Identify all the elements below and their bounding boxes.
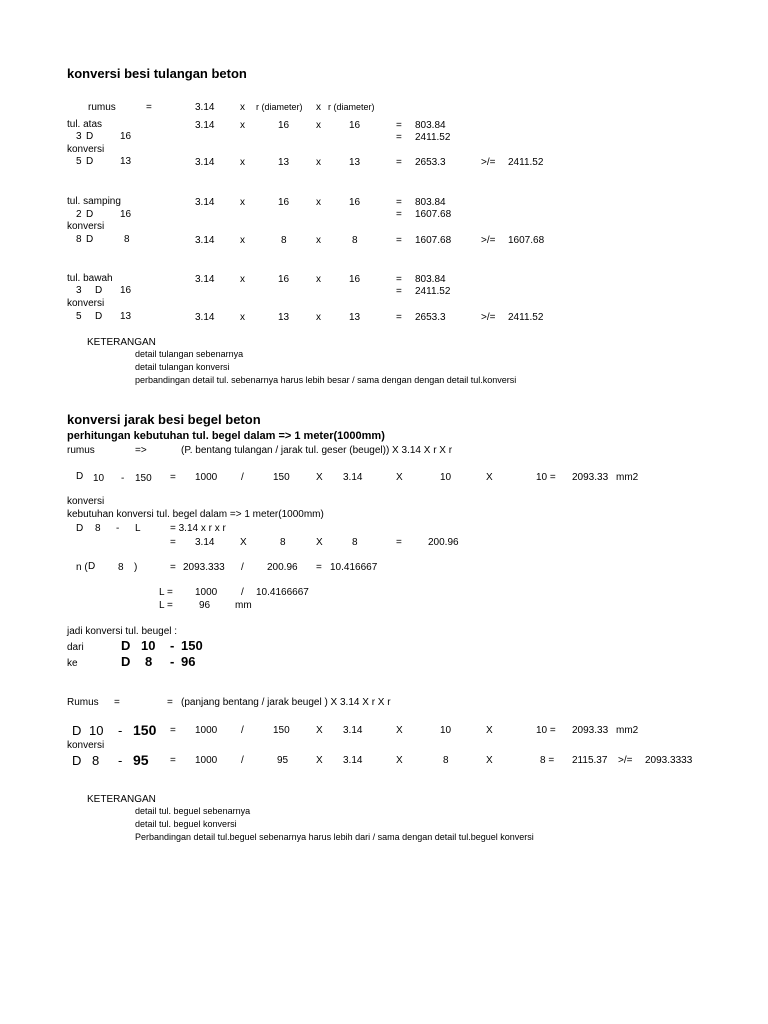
final-d10-x3: X bbox=[486, 725, 493, 736]
group2-total: 1607.68 bbox=[415, 209, 452, 220]
d8l-dia: 8 bbox=[95, 523, 101, 534]
keterangan2-line3: Perbandingan detail tul.beguel sebenarnya harus lebih dari / sama dengan detail tul.beguel konversi bbox=[135, 832, 534, 842]
group2-c-x2: x bbox=[316, 235, 321, 246]
group2-c-eq: = bbox=[396, 235, 402, 246]
d10-row-d: D bbox=[76, 471, 84, 482]
rumus-x2: x bbox=[316, 102, 321, 113]
final-d10-x2: X bbox=[396, 725, 403, 736]
keterangan1-heading: KETERANGAN bbox=[87, 337, 156, 348]
group1-orig-dia: 16 bbox=[120, 131, 132, 142]
section2-subtitle: perhitungan kebutuhan tul. begel dalam => 1 meter(1000mm) bbox=[67, 430, 385, 442]
group2-konversi: konversi bbox=[67, 221, 105, 232]
d8l2-r2: 8 bbox=[352, 537, 358, 548]
d10-row-dash: - bbox=[121, 473, 125, 484]
group1-c-pi: 3.14 bbox=[195, 157, 215, 168]
final-d10-dia: 10 bbox=[89, 723, 104, 738]
final-d10-eq: = bbox=[170, 725, 176, 736]
group1-l1-eq: = bbox=[396, 120, 402, 131]
group2-c-x1: x bbox=[240, 235, 245, 246]
keterangan2-heading: KETERANGAN bbox=[87, 794, 156, 805]
rumus-r1: r (diameter) bbox=[256, 102, 303, 112]
group3-orig-dia: 16 bbox=[120, 285, 132, 296]
group3-c-x1: x bbox=[240, 312, 245, 323]
group2-conv-d: D bbox=[86, 234, 94, 245]
keterangan2-line2: detail tul. beguel konversi bbox=[135, 819, 237, 829]
group3-orig-d: D bbox=[95, 285, 103, 296]
d10-row-divisor: 150 bbox=[273, 472, 290, 483]
group3-conv-count: 5 bbox=[76, 311, 82, 322]
group2-l1-x1: x bbox=[240, 197, 245, 208]
group1-c-d1: 13 bbox=[278, 157, 290, 168]
group3-l1-x2: x bbox=[316, 274, 321, 285]
final-d10-length: 1000 bbox=[195, 725, 218, 736]
d8l-L: L bbox=[135, 523, 141, 534]
d8l2-eq: = bbox=[170, 537, 176, 548]
d8l2-pi: 3.14 bbox=[195, 537, 215, 548]
n-row-need: 2093.333 bbox=[183, 562, 225, 573]
keterangan1-line1: detail tulangan sebenarnya bbox=[135, 349, 244, 359]
final-d8-d: D bbox=[72, 753, 82, 768]
d8l-dash: - bbox=[116, 523, 120, 534]
group3-l1-d2: 16 bbox=[349, 274, 361, 285]
n-row-close: ) bbox=[134, 562, 138, 573]
group1-total: 2411.52 bbox=[415, 132, 451, 143]
group2-total-eq: = bbox=[396, 209, 402, 220]
final-d10-x1: X bbox=[316, 725, 323, 736]
L-row1-div: / bbox=[241, 587, 244, 598]
rumus-x1: x bbox=[240, 102, 245, 113]
d8l2-result: 200.96 bbox=[428, 537, 459, 548]
group1-l1-x2: x bbox=[316, 120, 321, 131]
n-row-dia: 8 bbox=[118, 562, 124, 573]
group3-c-result: 2653.3 bbox=[415, 312, 446, 323]
dari-dash: - bbox=[170, 638, 175, 653]
group1-conv-count: 5 bbox=[76, 156, 82, 167]
group2-c-cmp: >/= bbox=[481, 235, 496, 246]
n-row-area: 200.96 bbox=[267, 562, 298, 573]
dari-d: D bbox=[121, 638, 131, 653]
final-d8-spacing: 95 bbox=[133, 752, 149, 768]
d8l2-r1: 8 bbox=[280, 537, 286, 548]
group3-l1-d1: 16 bbox=[278, 274, 290, 285]
final-d8-dia: 8 bbox=[92, 753, 100, 768]
group3-c-d2: 13 bbox=[349, 312, 361, 323]
group3-label: tul. bawah bbox=[67, 273, 113, 284]
final-d10-spacing: 150 bbox=[133, 722, 157, 738]
group3-c-pi: 3.14 bbox=[195, 312, 215, 323]
group1-l1-x1: x bbox=[240, 120, 245, 131]
group1-l1-d2: 16 bbox=[349, 120, 361, 131]
final-d8-cmp: >/= bbox=[618, 755, 633, 766]
keterangan1-line3: perbandingan detail tul. sebenarnya harus lebih besar / sama dengan dengan detail tul.konversi bbox=[135, 375, 517, 385]
L-row2-unit: mm bbox=[235, 600, 252, 611]
group2-c-target: 1607.68 bbox=[508, 235, 545, 246]
rumus-label: rumus bbox=[88, 102, 116, 113]
final-d10-div: / bbox=[241, 725, 244, 736]
group2-label: tul. samping bbox=[67, 196, 121, 207]
final-d10-result: 2093.33 bbox=[572, 725, 609, 736]
group2-c-d1: 8 bbox=[281, 235, 287, 246]
d10-row-x3: X bbox=[486, 472, 493, 483]
dari-label: dari bbox=[67, 642, 84, 653]
group1-label: tul. atas bbox=[67, 119, 103, 130]
group1-c-d2: 13 bbox=[349, 157, 361, 168]
group2-orig-d: D bbox=[86, 209, 94, 220]
final-d8-r1: 8 bbox=[443, 755, 449, 766]
d8l-formula: = 3.14 x r x r bbox=[170, 523, 226, 534]
ke-d: D bbox=[121, 654, 131, 669]
final-d10-divisor: 150 bbox=[273, 725, 290, 736]
final-d10-unit: mm2 bbox=[616, 725, 639, 736]
final-d8-eq: = bbox=[170, 755, 176, 766]
group1-l1-result: 803.84 bbox=[415, 120, 446, 131]
final-d8-result: 2115.37 bbox=[572, 755, 608, 766]
group2-l1-d2: 16 bbox=[349, 197, 361, 208]
rumus-equals: = bbox=[146, 102, 152, 113]
rumus2-eq2: = bbox=[167, 697, 173, 708]
ke-label: ke bbox=[67, 658, 78, 669]
jadi-line: jadi konversi tul. beugel : bbox=[67, 626, 178, 637]
section2-rumus-arrow: => bbox=[135, 445, 147, 456]
final-d8-r2: 8 = bbox=[540, 755, 555, 766]
section2-rumus-label: rumus bbox=[67, 445, 95, 456]
group3-c-cmp: >/= bbox=[481, 312, 496, 323]
group1-total-eq: = bbox=[396, 132, 402, 143]
final-d10-pi: 3.14 bbox=[343, 725, 363, 736]
group1-c-x2: x bbox=[316, 157, 321, 168]
d10-row-eq: = bbox=[170, 472, 176, 483]
group1-conv-d: D bbox=[86, 156, 94, 167]
group1-orig-count: 3 bbox=[76, 131, 82, 142]
d10-row-r1: 10 bbox=[440, 472, 452, 483]
group1-conv-dia: 13 bbox=[120, 156, 132, 167]
keterangan2-line1: detail tul. beguel sebenarnya bbox=[135, 806, 251, 816]
L-row1-length: 1000 bbox=[195, 587, 218, 598]
d10-row-result: 2093.33 bbox=[572, 472, 609, 483]
group2-c-d2: 8 bbox=[352, 235, 358, 246]
final-d10-r2: 10 = bbox=[536, 725, 556, 736]
final-d10-dash: - bbox=[118, 723, 123, 738]
section2-konversi: konversi bbox=[67, 496, 105, 507]
group1-c-target: 2411.52 bbox=[508, 157, 544, 168]
d10-row-x2: X bbox=[396, 472, 403, 483]
L-row1-n: 10.4166667 bbox=[256, 587, 309, 598]
d10-row-r2: 10 = bbox=[536, 472, 556, 483]
group3-conv-dia: 13 bbox=[120, 311, 132, 322]
d10-row-unit: mm2 bbox=[616, 472, 639, 483]
L-row2-label: L = bbox=[159, 600, 173, 611]
final-d8-dash: - bbox=[118, 753, 123, 768]
group3-total: 2411.52 bbox=[415, 286, 451, 297]
n-row-open: n ( bbox=[76, 562, 88, 573]
group1-c-cmp: >/= bbox=[481, 157, 496, 168]
L-row1-label: L = bbox=[159, 587, 173, 598]
group2-orig-count: 2 bbox=[76, 209, 82, 220]
group1-orig-d: D bbox=[86, 131, 94, 142]
group1-l1-pi: 3.14 bbox=[195, 120, 215, 131]
d8l2-x2: X bbox=[316, 537, 323, 548]
group2-l1-pi: 3.14 bbox=[195, 197, 215, 208]
group1-l1-d1: 16 bbox=[278, 120, 290, 131]
group1-c-result: 2653.3 bbox=[415, 157, 446, 168]
final-d10-r1: 10 bbox=[440, 725, 452, 736]
rumus-pi: 3.14 bbox=[195, 102, 215, 113]
group3-conv-d: D bbox=[95, 311, 103, 322]
group3-l1-x1: x bbox=[240, 274, 245, 285]
group1-c-x1: x bbox=[240, 157, 245, 168]
L-row2-value: 96 bbox=[199, 600, 211, 611]
group3-c-eq: = bbox=[396, 312, 402, 323]
final-d8-x1: X bbox=[316, 755, 323, 766]
d10-row-div: / bbox=[241, 472, 244, 483]
group3-total-eq: = bbox=[396, 286, 402, 297]
group3-c-d1: 13 bbox=[278, 312, 290, 323]
n-row-div: / bbox=[241, 562, 244, 573]
dari-spacing: 150 bbox=[181, 638, 203, 653]
final-konversi: konversi bbox=[67, 740, 105, 751]
group2-conv-count: 8 bbox=[76, 234, 82, 245]
rumus2-formula: (panjang bentang / jarak beugel ) X 3.14 X r X r bbox=[181, 697, 391, 708]
group2-conv-dia: 8 bbox=[124, 234, 130, 245]
keterangan1-line2: detail tulangan konversi bbox=[135, 362, 230, 372]
final-d8-x3: X bbox=[486, 755, 493, 766]
final-d8-pi: 3.14 bbox=[343, 755, 363, 766]
d10-row-dia: 10 bbox=[93, 473, 105, 484]
n-row-eq2: = bbox=[316, 562, 322, 573]
d10-row-spacing: 150 bbox=[135, 473, 152, 484]
d10-row-x1: X bbox=[316, 472, 323, 483]
d10-row-length: 1000 bbox=[195, 472, 218, 483]
d10-row-pi: 3.14 bbox=[343, 472, 363, 483]
final-d8-div: / bbox=[241, 755, 244, 766]
final-d10-d: D bbox=[72, 723, 82, 738]
d8l2-x1: X bbox=[240, 537, 247, 548]
section2-title: konversi jarak besi begel beton bbox=[67, 412, 261, 427]
rumus2-eq1: = bbox=[114, 697, 120, 708]
rumus-r2: r (diameter) bbox=[328, 102, 375, 112]
group3-c-target: 2411.52 bbox=[508, 312, 544, 323]
dari-dia: 10 bbox=[141, 638, 156, 653]
n-row-d: D bbox=[88, 561, 96, 572]
final-d8-length: 1000 bbox=[195, 755, 218, 766]
n-row-result: 10.416667 bbox=[330, 562, 378, 573]
final-d8-divisor: 95 bbox=[277, 755, 289, 766]
group2-l1-eq: = bbox=[396, 197, 402, 208]
group3-c-x2: x bbox=[316, 312, 321, 323]
group1-konversi: konversi bbox=[67, 144, 105, 155]
ke-dash: - bbox=[170, 654, 175, 669]
kebutuhan-line: kebutuhan konversi tul. begel dalam => 1 meter(1000mm) bbox=[67, 509, 324, 520]
group2-l1-d1: 16 bbox=[278, 197, 290, 208]
group2-c-pi: 3.14 bbox=[195, 235, 215, 246]
group1-c-eq: = bbox=[396, 157, 402, 168]
group2-l1-x2: x bbox=[316, 197, 321, 208]
section1-title: konversi besi tulangan beton bbox=[67, 66, 247, 81]
final-d8-target: 2093.3333 bbox=[645, 755, 693, 766]
section2-rumus-formula: (P. bentang tulangan / jarak tul. geser (beugel)) X 3.14 X r X r bbox=[181, 445, 453, 456]
ke-spacing: 96 bbox=[181, 654, 196, 669]
group2-orig-dia: 16 bbox=[120, 209, 132, 220]
group3-l1-result: 803.84 bbox=[415, 274, 446, 285]
rumus2-label: Rumus bbox=[67, 697, 99, 708]
d8l2-eq2: = bbox=[396, 537, 402, 548]
group3-l1-eq: = bbox=[396, 274, 402, 285]
final-d8-x2: X bbox=[396, 755, 403, 766]
group3-orig-count: 3 bbox=[76, 285, 82, 296]
group2-l1-result: 803.84 bbox=[415, 197, 446, 208]
group3-konversi: konversi bbox=[67, 298, 105, 309]
ke-dia: 8 bbox=[145, 654, 153, 669]
d8l-d: D bbox=[76, 523, 84, 534]
n-row-eq: = bbox=[170, 562, 176, 573]
group2-c-result: 1607.68 bbox=[415, 235, 452, 246]
group3-l1-pi: 3.14 bbox=[195, 274, 215, 285]
